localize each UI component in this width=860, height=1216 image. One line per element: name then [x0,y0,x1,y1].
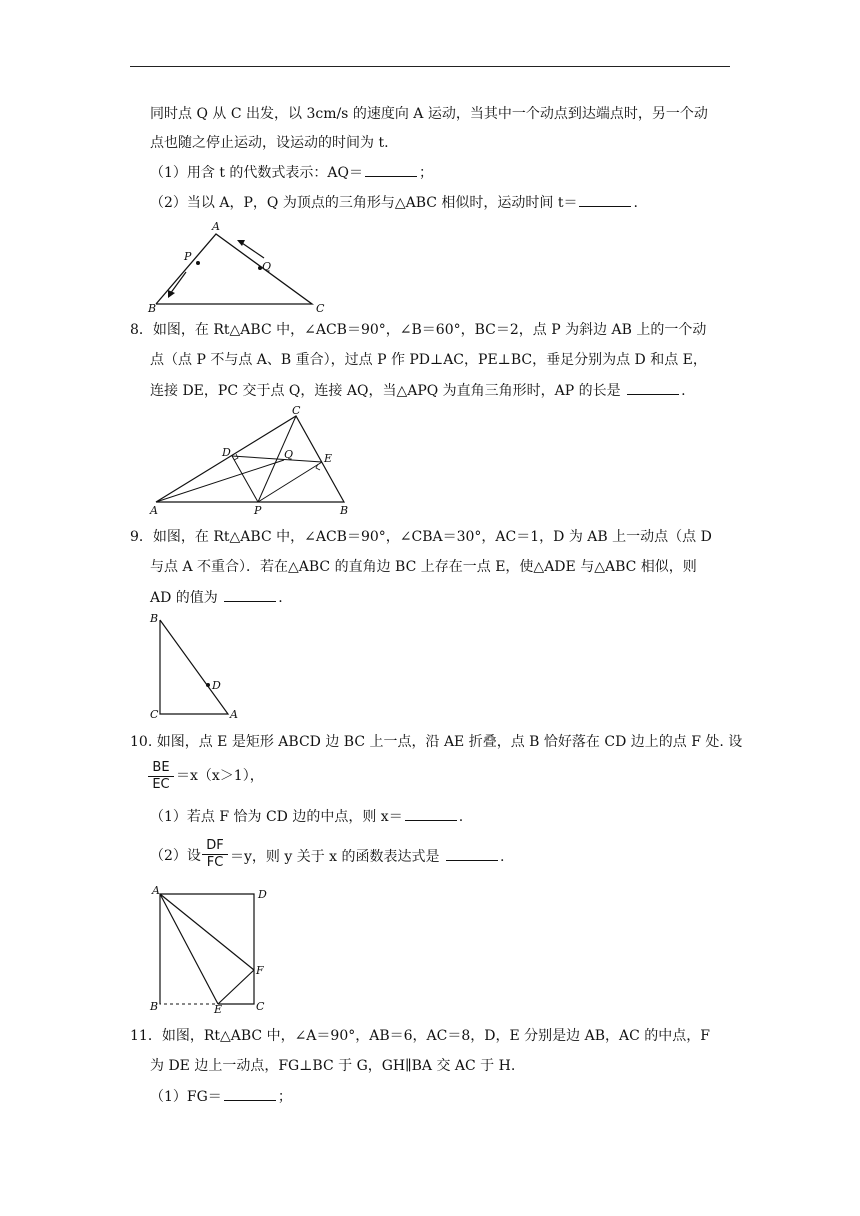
q9-text-line1: 9．如图，在 Rt△ABC 中，∠ACB＝90°，∠CBA＝30°，AC＝1，D 为 AB 上一动点（点 D [130,529,712,545]
q7-sub1 [150,162,433,183]
q10-fraction-df-fc [202,838,228,871]
q7-sub1-end: ； [419,165,434,181]
q9-text-line3 [150,587,283,608]
q8-label-e: E [324,452,333,465]
q7-sub1-text: （1）用含 t 的代数式表示：AQ＝ [150,165,364,181]
q9-line3-text: AD 的值为 [150,590,218,606]
q10-sub2-blank [446,846,498,861]
q10-sub2-pre: （2）设 [150,848,201,864]
q7-label-q: Q [262,260,272,273]
q7-sub1-blank [365,162,417,177]
q7-label-b: B [148,302,157,315]
q10-sub2 [230,846,504,867]
q8-label-b: B [340,504,349,517]
q7-label-p: P [184,250,192,263]
q9-triangle-figure [144,610,254,722]
q8-text-line2: 点（点 P 不与点 A、B 重合），过点 P 作 PD⊥AC，PE⊥BC，垂足分别为点 D 和点 E， [150,352,707,368]
q7-arrow-p [170,272,186,294]
q8-text-line3 [150,380,686,401]
q8-text-line1: 8．如图，在 Rt△ABC 中，∠ACB＝90°，∠B＝60°，BC＝2，点 P 为斜边 AB 上的一个动 [130,322,707,338]
q9-label-c: C [150,708,159,721]
q7-sub2 [150,192,638,213]
q7-text-line2: 点也随之停止运动，设运动的时间为 t. [150,135,389,151]
q10-frac1-after: ＝x（x＞1）， [176,768,264,784]
q7-sub2-end: . [633,195,638,211]
header-rule [130,66,730,67]
q9-label-d: D [212,679,221,692]
q7-sub2-text: （2）当以 A，P，Q 为顶点的三角形与△ABC 相似时，运动时间 t＝ [150,195,578,211]
q10-frac2-denominator: FC [206,855,224,870]
q10-af [160,894,254,970]
q8-pe [258,462,322,502]
q11-sub1-end: ； [277,1089,292,1105]
q8-label-c: C [292,406,301,417]
q10-sub1-text: （1）若点 F 恰为 CD 边的中点，则 x＝ [150,809,403,825]
q10-frac1-numerator: BE [148,760,174,777]
q7-label-c: C [316,302,325,315]
q7-arrowhead-q [237,240,245,246]
q10-sub2-text: ＝y，则 y 关于 x 的函数表达式是 [230,849,440,865]
q10-sub1 [150,806,463,827]
q8-label-p: P [254,504,262,517]
q11-sub1-blank [224,1086,276,1101]
q10-ae [160,894,218,1004]
q7-point-p [196,261,200,265]
q10-rectangle-solid [160,894,254,1004]
q8-right-angle-d [234,454,238,460]
q8-label-d: D [222,446,231,459]
q9-text-line2: 与点 A 不重合）．若在△ABC 的直角边 BC 上存在一点 E，使△ADE 与△ABC 相似，则 [150,559,697,575]
q10-label-a: A [152,884,160,897]
q9-line3-end: . [278,590,283,606]
q10-ef [218,970,254,1004]
q7-sub2-blank [579,192,631,207]
q10-sub1-end: . [458,809,464,825]
q11-text-line2: 为 DE 边上一动点，FG⊥BC 于 G，GH∥BA 交 AC 于 H. [150,1058,516,1074]
q7-text-line1: 同时点 Q 从 C 出发，以 3cm/s 的速度向 A 运动，当其中一个动点到达端点时，另一个动 [150,106,708,122]
q9-label-a: A [230,708,238,721]
q11-sub1 [150,1086,292,1107]
q7-triangle [156,234,312,304]
q8-triangle-figure [146,406,366,518]
q10-label-f: F [256,964,264,977]
q8-line3-end: . [681,383,686,399]
q10-text-line1: 10. 如图，点 E 是矩形 ABCD 边 BC 上一点，沿 AE 折叠，点 B 恰好落在 CD 边上的点 F 处. 设 [130,734,743,750]
q10-sub2-end: . [499,849,505,865]
q8-label-q: Q [284,448,294,461]
q10-rectangle-figure [144,882,274,1014]
q9-label-b: B [150,612,159,625]
q10-sub1-blank [405,806,457,821]
q8-label-a: A [150,504,158,517]
q10-label-e: E [214,1003,223,1014]
q8-triangle [156,416,344,502]
q10-label-b: B [150,1000,159,1013]
q8-line3-text: 连接 DE，PC 交于点 Q，连接 AQ，当△APQ 为直角三角形时，AP 的长是 [150,383,621,399]
q7-triangle-figure [140,218,340,318]
q8-aq [156,460,284,502]
q8-pd [232,456,258,502]
q9-triangle [160,620,228,714]
q11-sub1-text: （1）FG＝ [150,1089,222,1105]
q10-fraction-be-ec [148,760,174,793]
q10-frac1-denominator: EC [152,777,170,792]
q9-point-d [206,683,210,687]
q10-frac2-numerator: DF [202,838,228,855]
q10-label-d: D [258,888,267,901]
q8-blank [627,380,679,395]
q9-blank [224,587,276,602]
q11-text-line1: 11．如图，Rt△ABC 中，∠A＝90°，AB＝6，AC＝8，D，E 分别是边 AB，AC 的中点，F [130,1028,710,1044]
q7-label-a: A [212,220,220,233]
q10-label-c: C [256,1000,265,1013]
